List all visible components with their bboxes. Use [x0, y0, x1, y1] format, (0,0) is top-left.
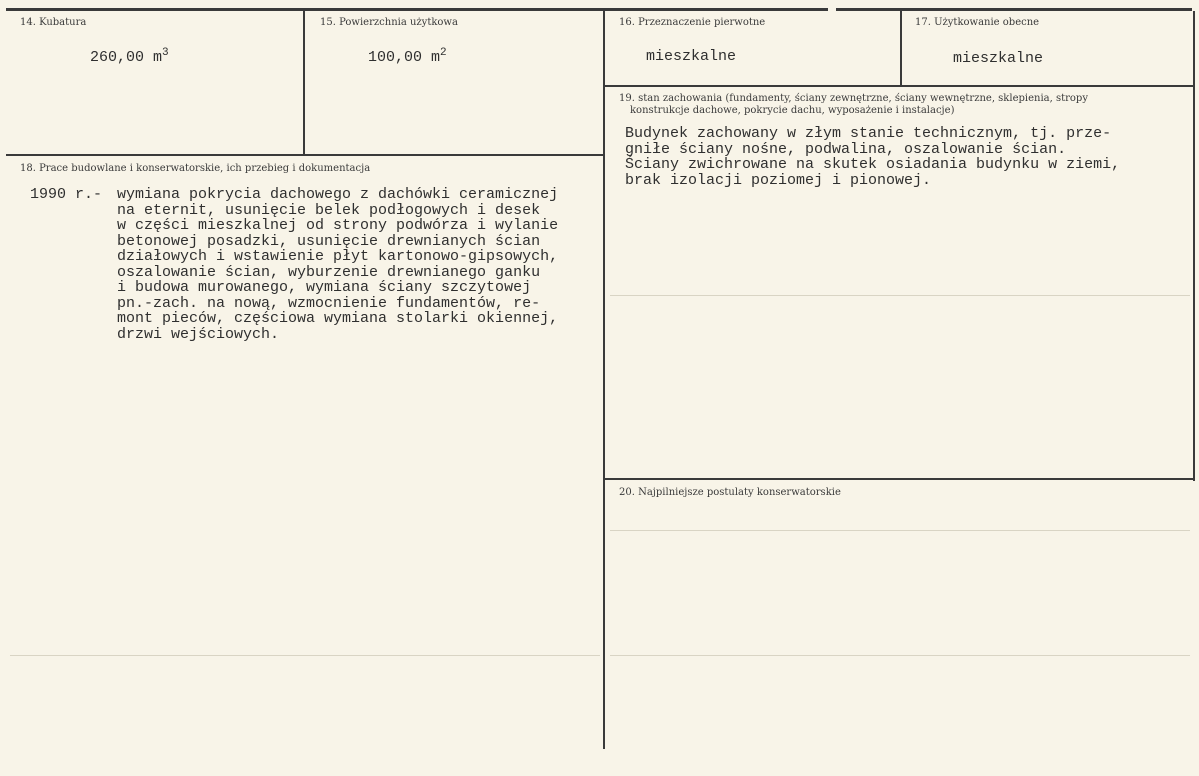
prace-line: drzwi wejściowych.	[117, 325, 280, 343]
top-border-left	[6, 8, 828, 11]
stan-line: gniłe ściany nośne, podwalina, oszalowanie ścian.	[625, 140, 1067, 158]
przeznaczenie-label: 16. Przeznaczenie pierwotne	[619, 17, 766, 28]
prace-text	[117, 187, 558, 342]
prace-line: mont pieców, częściowa wymiana stolarki okiennej,	[117, 310, 559, 327]
divider-16-17	[900, 11, 902, 85]
prace-line: betonowej posadzki, usunięcie drewnianych ścian	[117, 232, 541, 250]
stan-zachowania-label-cont: konstrukcje dachowe, pokrycie dachu, wyposażenie i instalacje)	[630, 105, 955, 116]
uzytkowanie-label: 17. Użytkowanie obecne	[915, 17, 1040, 28]
stan-text	[625, 126, 1120, 188]
przeznaczenie-value: mieszkalne	[646, 48, 737, 65]
top-border-right	[836, 8, 1192, 11]
powierzchnia-value	[368, 46, 447, 66]
faint-rule	[610, 530, 1190, 531]
hline-below-14-15	[6, 154, 604, 156]
prace-line: wymiana pokrycia dachowego z dachówki ceramicznej	[117, 186, 559, 203]
stan-line: brak izolacji poziomej i pionowej.	[625, 171, 932, 189]
hline-below-16-17	[604, 85, 1195, 87]
prace-line: działowych i wstawienie płyt kartonowo-gipsowych,	[117, 248, 559, 265]
powierzchnia-number: 100,00 m	[368, 49, 441, 66]
main-vertical-divider	[603, 11, 605, 749]
uzytkowanie-value: mieszkalne	[953, 50, 1044, 67]
kubatura-value	[90, 46, 169, 66]
faint-rule	[610, 655, 1190, 656]
prace-budowlane-label: 18. Prace budowlane i konserwatorskie, ich przebieg i dokumentacja	[20, 163, 371, 174]
stan-line: Ściany zwichrowane na skutek osiadania budynku w ziemi,	[625, 156, 1121, 173]
stan-line: Budynek zachowany w złym stanie technicznym, tj. prze-	[625, 125, 1112, 142]
powierzchnia-label: 15. Powierzchnia użytkowa	[320, 17, 458, 28]
prace-line: i budowa murowanego, wymiana ściany szczytowej	[117, 279, 532, 296]
prace-line: oszalowanie ścian, wyburzenie drewnianego ganku	[117, 263, 541, 281]
prace-line: w części mieszkalnej od strony podwórza i wylanie	[117, 217, 559, 234]
prace-year: 1990 r.-	[30, 186, 103, 203]
stan-zachowania-label: 19. stan zachowania (fundamenty, ściany zewnętrzne, ściany wewnętrzne, sklepienia, stropy	[619, 93, 1088, 104]
right-border	[1193, 11, 1195, 481]
prace-line: na eternit, usunięcie belek podłogowych i desek	[117, 201, 541, 219]
prace-line: pn.-zach. na nową, wzmocnienie fundamentów, re-	[117, 294, 541, 312]
postulaty-label: 20. Najpilniejsze postulaty konserwatorskie	[619, 487, 841, 498]
faint-rule	[10, 655, 600, 656]
powierzchnia-unit-exponent: 2	[440, 47, 447, 59]
divider-14-15	[303, 11, 305, 155]
kubatura-unit-exponent: 3	[162, 47, 169, 59]
hline-below-19	[604, 478, 1195, 480]
kubatura-number: 260,00 m	[90, 49, 163, 66]
faint-rule	[610, 295, 1190, 296]
kubatura-label: 14. Kubatura	[20, 17, 87, 28]
